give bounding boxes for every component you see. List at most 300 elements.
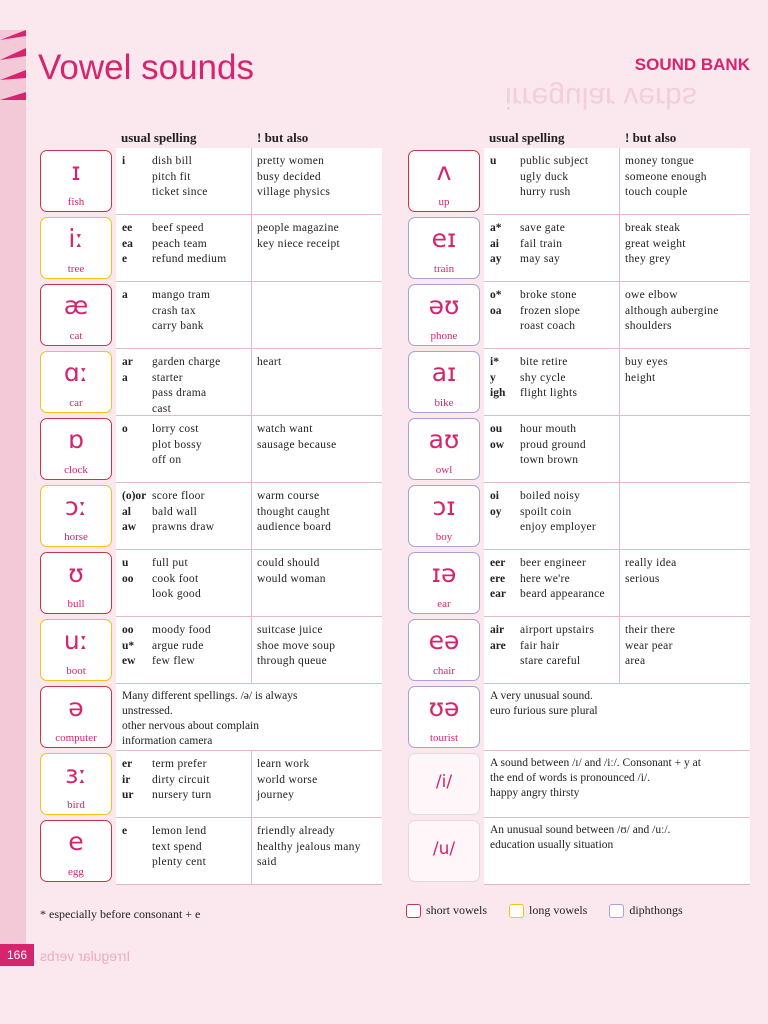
column-divider [251,282,252,348]
phonetic-symbol: ɔː [64,492,88,521]
spelling-pattern: oi [490,490,499,502]
example-line: spoilt coin [520,505,572,518]
example-words [152,221,250,268]
spelling-pattern: u [490,155,497,167]
column-divider [619,215,620,281]
example-words [152,623,250,670]
example-words [520,556,618,603]
spelling-patterns [122,824,148,840]
example-words [152,355,250,417]
example-line: full put [152,557,188,569]
sound-picture-bird [40,753,112,815]
exception-line: someone enough [625,170,707,183]
spelling-pattern: ow [490,438,505,451]
example-line: peach team [152,237,208,250]
spelling-pattern: (o)or [122,490,147,502]
keyword-label: fish [67,196,85,208]
sound-note [122,689,380,749]
spelling-patterns [122,355,148,386]
example-line: garden charge [152,356,221,368]
example-line: bald wall [152,505,198,518]
spelling-patterns [490,355,516,402]
spelling-pattern: oy [490,505,502,518]
spelling-pattern: ea [122,237,133,250]
sound-row [408,617,750,684]
exception-line: said [257,856,277,868]
exception-line: they grey [625,253,671,265]
spelling-pattern: ur [122,789,134,801]
spelling-cell [484,617,750,684]
example-line: may say [520,253,561,265]
column-divider [251,550,252,616]
spelling-pattern: al [122,505,131,518]
phonetic-symbol: ɪ [71,157,81,186]
legend-label: long vowels [529,903,588,917]
keyword-label: owl [435,464,453,476]
column-divider [619,349,620,415]
note-line: other nervous about complain [122,720,260,732]
example-line: moody food [152,624,211,636]
sound-picture-tree [40,217,112,279]
spelling-pattern: a [122,371,128,384]
spelling-patterns [122,154,148,170]
spelling-pattern: a* [490,222,502,234]
spelling-patterns [490,489,516,520]
sound-note [490,756,748,801]
sound-picture-car [40,351,112,413]
page-number: 166 [0,944,34,966]
spelling-cell [116,416,382,483]
page-title: Vowel sounds [38,48,254,87]
exception-line: height [625,371,656,384]
sound-row [408,349,750,416]
spelling-patterns [490,623,516,654]
example-words [520,489,618,536]
note-line: A sound between /ɪ/ and /iː/. Consonant + y at [490,757,701,769]
exception-line: area [625,655,646,667]
spelling-cell [116,215,382,282]
column-divider [251,617,252,683]
spelling-pattern: a [122,289,128,301]
sound-picture-cat [40,284,112,346]
spelling-cell [116,751,382,818]
example-words [152,489,250,536]
spelling-pattern: ear [490,588,506,600]
sound-row [40,349,382,416]
spelling-cell [116,617,382,684]
spelling-pattern: o [122,423,128,435]
sound-row [40,550,382,617]
phonetic-symbol: ɪə [431,559,457,588]
note-cell [116,684,382,751]
example-line: fair hair [520,639,560,652]
but-also-words [257,757,381,804]
example-line: cast [152,402,172,415]
keyword-label: bird [67,799,85,811]
column-divider [251,349,252,415]
phonetic-symbol: aʊ [428,425,460,454]
spelling-cell [484,282,750,349]
sound-picture-symbol [408,753,480,815]
sound-picture-bull [40,552,112,614]
example-line: plenty cent [152,856,207,868]
phonetic-symbol: e [68,827,84,856]
spelling-pattern: eer [490,557,506,569]
sound-picture-bike [408,351,480,413]
example-line: roast coach [520,320,576,332]
spelling-patterns [490,288,516,319]
spelling-cell [116,483,382,550]
side-stripe [0,30,26,950]
keyword-label: chair [433,665,455,677]
spelling-pattern: oo [122,572,134,585]
column-divider [619,282,620,348]
note-line: information camera [122,735,213,747]
example-line: bite retire [520,356,568,368]
section-label: SOUND BANK [634,55,750,74]
spelling-pattern: e [122,825,128,837]
example-words [152,757,250,804]
exception-line: journey [257,789,295,801]
keyword-label: tree [67,263,85,275]
sound-picture-boot [40,619,112,681]
note-line: happy angry thirsty [490,787,580,799]
sound-row [40,617,382,684]
example-line: mango tram [152,289,211,301]
sound-row [40,148,382,215]
keyword-label: tourist [429,732,459,744]
but-also-words [625,355,749,386]
but-also-words [257,489,381,536]
exception-line: healthy jealous many [257,840,361,853]
spelling-cell [484,215,750,282]
keyword-label: up [438,196,450,208]
phonetic-symbol: eɪ [431,224,457,253]
phonetic-symbol: /i/ [435,772,453,792]
exception-line: touch couple [625,186,688,198]
sound-row [40,483,382,550]
spelling-cell [116,148,382,215]
phonetic-symbol: aɪ [431,358,457,387]
example-line: save gate [520,222,566,234]
keyword-label: car [69,397,83,409]
column-header [408,126,750,148]
exception-line: would woman [257,572,326,585]
example-line: shy cycle [520,371,566,384]
but-also-words [625,154,749,201]
note-line: unstressed. [122,705,173,717]
column-divider [251,751,252,817]
right-column [408,126,750,885]
sound-row [408,818,750,885]
keyword-label: bull [67,598,85,610]
example-line: look good [152,588,202,600]
keyword-label: train [433,263,455,275]
column-divider [619,148,620,214]
sound-picture-train [408,217,480,279]
sound-picture-egg [40,820,112,882]
sound-picture-fish [40,150,112,212]
example-line: carry bank [152,320,204,332]
sound-row [408,282,750,349]
sound-picture-phone [408,284,480,346]
keyword-label: boot [66,665,86,677]
spelling-pattern: i [122,155,126,167]
exception-line: village physics [257,186,331,198]
spelling-patterns [122,489,148,536]
but-also-words [257,556,381,587]
header-spelling: usual spelling [489,130,565,145]
header-spelling: usual spelling [121,130,197,145]
sunburst-decoration [0,30,26,120]
example-words [152,824,250,871]
keyword-label: egg [68,866,84,878]
note-line: A very unusual sound. [490,690,593,702]
spelling-cell [484,416,750,483]
spelling-pattern: ou [490,423,503,435]
example-line: term prefer [152,758,207,770]
spelling-pattern: oa [490,304,502,317]
example-line: beef speed [152,222,204,234]
sound-picture-computer [40,686,112,748]
exception-line: suitcase juice [257,624,323,636]
example-line: text spend [152,840,202,853]
example-line: frozen slope [520,304,581,317]
spelling-pattern: oo [122,624,134,636]
sound-picture-boy [408,485,480,547]
column-divider [251,148,252,214]
spelling-pattern: u* [122,639,135,652]
column-divider [251,483,252,549]
sound-picture-chair [408,619,480,681]
legend-swatch [509,904,524,918]
note-cell [484,818,750,885]
spelling-patterns [490,154,516,170]
example-words [520,154,618,201]
exception-line: could should [257,557,320,569]
spelling-pattern: ay [490,253,502,265]
example-line: beer engineer [520,557,587,569]
show-through-text: irregular verbs [505,81,697,114]
example-line: hour mouth [520,423,577,435]
keyword-label: phone [430,330,458,342]
example-line: argue rude [152,639,204,652]
keyword-label: computer [55,732,97,744]
spelling-cell [116,349,382,416]
exception-line: shoulders [625,320,672,332]
example-words [152,288,250,335]
spelling-pattern: are [490,639,506,652]
example-line: beard appearance [520,588,605,600]
phonetic-symbol: ʊ [68,559,84,588]
spelling-cell [484,148,750,215]
sound-picture-up [408,150,480,212]
sound-picture-clock [40,418,112,480]
example-words [520,288,618,335]
phonetic-symbol: ə [68,693,84,722]
sound-row [408,751,750,818]
phonetic-symbol: ɔɪ [432,492,456,521]
exception-line: world worse [257,773,318,786]
note-line: An unusual sound between /ʊ/ and /uː/. [490,824,671,836]
spelling-pattern: ir [122,773,131,786]
column-divider [251,818,252,884]
example-words [520,422,618,469]
spelling-pattern: o* [490,289,502,301]
column-divider [619,483,620,549]
exception-line: audience board [257,521,332,533]
example-line: boiled noisy [520,490,581,502]
spelling-pattern: y [490,371,496,384]
example-line: nursery turn [152,789,212,801]
exception-line: although aubergine [625,304,719,317]
spelling-pattern: ar [122,356,133,368]
exception-line: watch want [257,423,313,435]
spelling-patterns [122,556,148,587]
show-through-footer: Irregular verbs [40,948,131,964]
example-line: broke stone [520,289,577,301]
legend-label: diphthongs [629,903,683,917]
example-line: lemon lend [152,825,207,837]
spelling-patterns [490,221,516,268]
legend-item [609,903,682,918]
spelling-pattern: ere [490,572,506,585]
example-line: public subject [520,155,589,167]
sound-row [408,416,750,483]
exception-line: owe elbow [625,289,678,301]
but-also-words [625,556,749,587]
example-words [152,154,250,201]
example-line: dirty circuit [152,773,210,786]
example-line: fail train [520,237,563,250]
keyword-label: boy [435,531,453,543]
phonetic-symbol: eə [428,626,460,655]
exception-line: really idea [625,557,677,569]
sound-row [408,684,750,751]
exception-line: warm course [257,490,320,502]
spelling-patterns [122,757,148,804]
but-also-words [257,623,381,670]
but-also-words [257,422,381,453]
sound-row [40,215,382,282]
example-line: refund medium [152,253,227,265]
example-line: few flew [152,655,195,667]
exception-line: serious [625,572,660,585]
spelling-cell [116,282,382,349]
spelling-pattern: air [490,624,505,636]
spelling-cell [484,349,750,416]
phonetic-symbol: ʊə [428,693,460,722]
exception-line: pretty women [257,155,325,167]
sound-note [490,689,748,719]
but-also-words [257,221,381,252]
column-divider [619,416,620,482]
keyword-label: cat [69,330,83,342]
example-words [520,623,618,670]
note-line: the end of words is pronounced /i/. [490,772,651,784]
sound-row [40,818,382,885]
spelling-pattern: aw [122,521,137,533]
sound-picture-ear [408,552,480,614]
exception-line: people magazine [257,222,340,234]
phonetic-symbol: uː [63,626,89,655]
phonetic-symbol: æ [63,291,89,320]
phonetic-symbol: ɑː [63,358,89,387]
exception-line: sausage because [257,438,337,451]
sound-row [40,282,382,349]
sound-row [408,483,750,550]
exception-line: shoe move soup [257,639,336,652]
column-divider [619,550,620,616]
spelling-pattern: i* [490,356,499,368]
example-line: starter [152,371,183,384]
column-header [40,126,382,148]
spelling-cell [484,483,750,550]
but-also-words [625,623,749,670]
spelling-patterns [122,288,148,304]
example-words [152,422,250,469]
example-line: flight lights [520,387,578,399]
spelling-patterns [122,422,148,438]
exception-line: learn work [257,758,310,770]
phonetic-symbol: əʊ [428,291,460,320]
spelling-pattern: e [122,253,128,265]
keyword-label: ear [437,598,451,610]
example-line: lorry cost [152,423,199,435]
phonetic-symbol: iː [68,224,84,253]
example-words [152,556,250,603]
sound-picture-horse [40,485,112,547]
example-line: ugly duck [520,170,569,183]
legend-swatch [609,904,624,918]
note-line: education usually situation [490,839,614,851]
exception-line: their there [625,624,676,636]
legend [406,903,705,918]
sound-picture-owl [408,418,480,480]
example-line: hurry rush [520,186,571,198]
phonetic-symbol: ɒ [68,425,84,454]
example-line: pass drama [152,387,207,399]
column-divider [251,215,252,281]
example-line: crash tax [152,304,196,317]
example-line: here we're [520,572,571,585]
example-line: cook foot [152,572,199,585]
example-line: prawns draw [152,521,215,533]
spelling-pattern: u [122,557,129,569]
note-cell [484,751,750,818]
exception-line: great weight [625,237,686,250]
but-also-words [625,221,749,268]
sound-row [40,416,382,483]
sound-row [408,215,750,282]
spelling-patterns [490,422,516,453]
example-line: enjoy employer [520,521,597,533]
header-also: ! but also [257,130,309,145]
sound-row [408,550,750,617]
note-line: euro furious sure plural [490,705,598,717]
example-words [520,355,618,402]
note-cell [484,684,750,751]
but-also-words [257,154,381,201]
spelling-cell [116,818,382,885]
example-line: proud ground [520,438,586,451]
example-line: pitch fit [152,170,191,183]
sound-picture-symbol [408,820,480,882]
keyword-label: bike [434,397,454,409]
spelling-patterns [122,221,148,268]
example-words [520,221,618,268]
exception-line: wear pear [625,639,673,652]
